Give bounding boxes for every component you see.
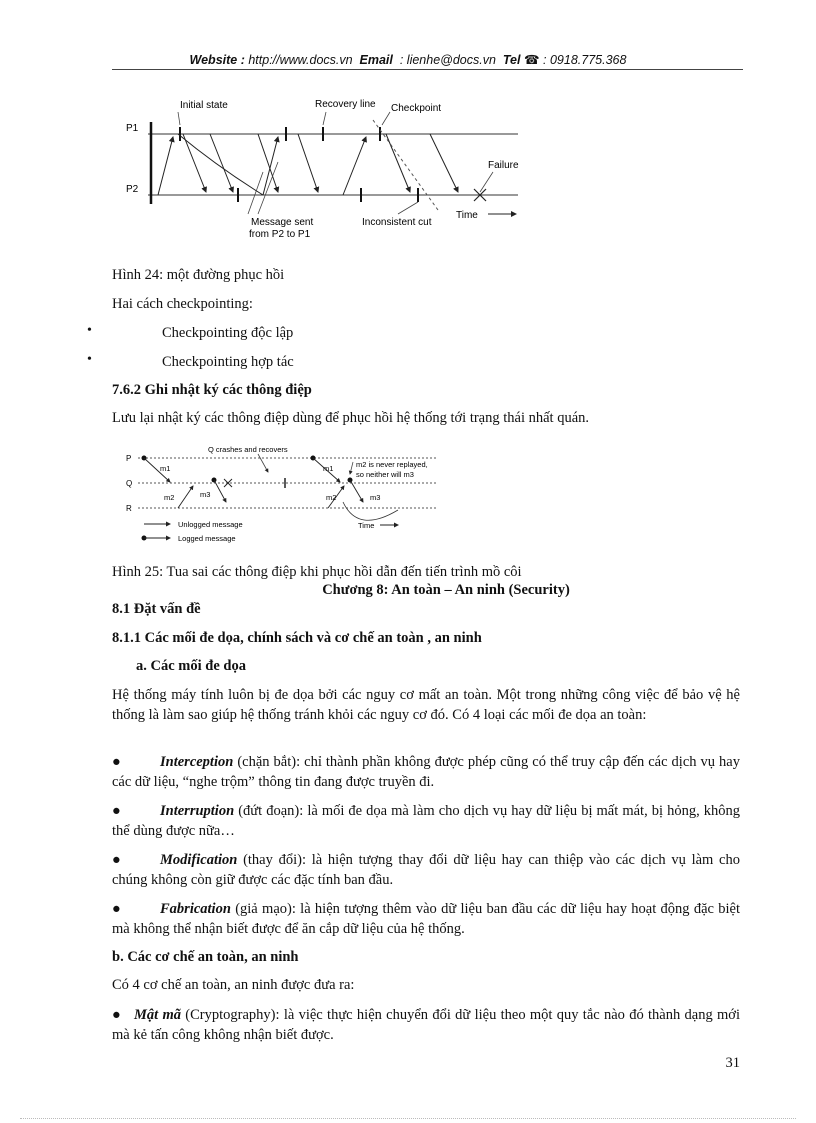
figure-25-caption: Hình 25: Tua sai các thông điệp khi phục hồi dẫn đến tiến trình mồ côi — [112, 564, 522, 580]
heading-b-mechanisms: b. Các cơ chế an toàn, an ninh — [112, 949, 299, 965]
bullet-interruption — [112, 801, 740, 841]
heading-7-6-2: 7.6.2 Ghi nhật ký các thông điệp — [112, 382, 312, 398]
text-fabrication: (giả mạo): là hiện tượng thêm vào dữ liệu ban đầu các dữ liệu hay hoạt động đặc biệt mà không thể nhận biết được để ăn cắp dữ liệu của hệ thống. — [112, 901, 740, 937]
label-failure: Failure — [488, 160, 519, 171]
term-cryptography: Mật mã — [134, 1007, 181, 1023]
bullet-icon: ● — [112, 803, 121, 819]
label-m1-a: m1 — [160, 464, 171, 473]
email-value[interactable]: : lienhe@docs.vn — [399, 53, 496, 67]
phone-icon: ☎ — [523, 53, 540, 67]
figure-24-recovery-line-diagram — [118, 92, 528, 242]
figure-24-caption: Hình 24: một đường phục hồi — [112, 267, 285, 283]
label-message-sent-1: Message sent — [251, 217, 314, 228]
bullet-icon: ● — [112, 1007, 121, 1023]
website-label: Website : — [189, 53, 245, 67]
legend-logged: Logged message — [178, 534, 236, 543]
label-m2-a: m2 — [164, 493, 175, 502]
legend-unlogged: Unlogged message — [178, 520, 243, 529]
tel-value: : 0918.775.368 — [543, 53, 627, 67]
text-cryptography: (Cryptography): là việc thực hiện chuyển đổi dữ liệu theo một quy tắc nào đó thành dạng mới mà kẻ tấn công không nhận biết được. — [112, 1007, 740, 1043]
bullet-cryptography — [112, 1005, 740, 1045]
bullet-modification — [112, 850, 740, 890]
label-m3-a: m3 — [200, 490, 211, 499]
label-recovery-line: Recovery line — [315, 99, 376, 110]
heading-8-1: 8.1 Đặt vấn đề — [112, 601, 201, 617]
label-m2-b: m2 — [326, 493, 337, 502]
q-label: Q — [126, 479, 133, 488]
para-mechanisms: Có 4 cơ chế an toàn, an ninh được đưa ra: — [112, 977, 355, 993]
website-url[interactable]: http://www.docs.vn — [248, 53, 353, 67]
bullet-icon: ● — [112, 852, 121, 868]
label-time: Time — [358, 521, 375, 530]
p-label: P — [126, 454, 132, 463]
bullet-icon: • — [87, 352, 92, 367]
bullet-fabrication — [112, 899, 740, 939]
bullet-icon: ● — [112, 901, 121, 917]
label-initial-state: Initial state — [180, 100, 228, 111]
figure-25-message-logging-diagram — [118, 442, 448, 546]
heading-8-1-1: 8.1.1 Các mối đe dọa, chính sách và cơ chế an toàn , an ninh — [112, 630, 482, 646]
header-divider — [112, 69, 743, 70]
term-interception: Interception — [160, 754, 234, 770]
label-m1-b: m1 — [323, 464, 334, 473]
two-ways-text: Hai cách checkpointing: — [112, 296, 253, 312]
label-time: Time — [456, 210, 478, 221]
heading-a-threats: a. Các mối đe dọa — [136, 658, 246, 674]
text-interruption: (đứt đoạn): là mối đe dọa mà làm cho dịch vụ hay dữ liệu bị mất mát, bị hỏng, không thể dùng được nữa… — [112, 803, 740, 839]
label-never-replayed-2: so neither will m3 — [356, 470, 414, 479]
bullet-coordinated: Checkpointing hợp tác — [162, 354, 294, 370]
para-threats: Hệ thống máy tính luôn bị đe dọa bởi các nguy cơ mất an toàn. Một trong những công việc để bảo vệ hệ thống là làm sao giúp hệ thống tránh khỏi các nguy cơ đó. Có 4 loại các mối đe dọa an toàn: — [112, 687, 740, 723]
term-modification: Modification — [160, 852, 238, 868]
para-logging: Lưu lại nhật ký các thông điệp dùng để phục hồi hệ thống tới trạng thái nhất quán. — [112, 410, 589, 426]
bullet-independent: Checkpointing độc lập — [162, 325, 294, 341]
chapter-8-title: Chương 8: An toàn – An ninh (Security) — [322, 582, 570, 598]
bullet-icon: • — [87, 323, 92, 338]
label-inconsistent-cut: Inconsistent cut — [362, 217, 432, 228]
p1-label: P1 — [126, 123, 139, 134]
bullet-interception — [112, 752, 740, 792]
page-header — [0, 52, 816, 67]
label-message-sent-2: from P2 to P1 — [249, 229, 311, 240]
email-label: Email — [359, 53, 393, 67]
r-label: R — [126, 504, 132, 513]
label-q-crash: Q crashes and recovers — [208, 445, 288, 454]
label-never-replayed-1: m2 is never replayed, — [356, 460, 428, 469]
term-fabrication: Fabrication — [160, 901, 231, 917]
label-m3-b: m3 — [370, 493, 381, 502]
text-modification: (thay đổi): là hiện tượng thay đổi dữ liệu hay can thiệp vào các dịch vụ làm cho chúng không còn giữ được các đặc tính ban đầu. — [112, 852, 740, 888]
text-interception: (chặn bắt): chỉ thành phần không được phép cũng có thể truy cập đến các dịch vụ hay các dữ liệu, “nghe trộm” thông tin đang được truyền đi. — [112, 754, 740, 790]
bullet-icon: ● — [112, 754, 121, 770]
label-checkpoint: Checkpoint — [391, 103, 442, 114]
bottom-border — [20, 1118, 796, 1119]
tel-label: Tel — [502, 53, 521, 67]
page-number: 31 — [725, 1055, 740, 1071]
term-interruption: Interruption — [160, 803, 235, 819]
p2-label: P2 — [126, 184, 139, 195]
